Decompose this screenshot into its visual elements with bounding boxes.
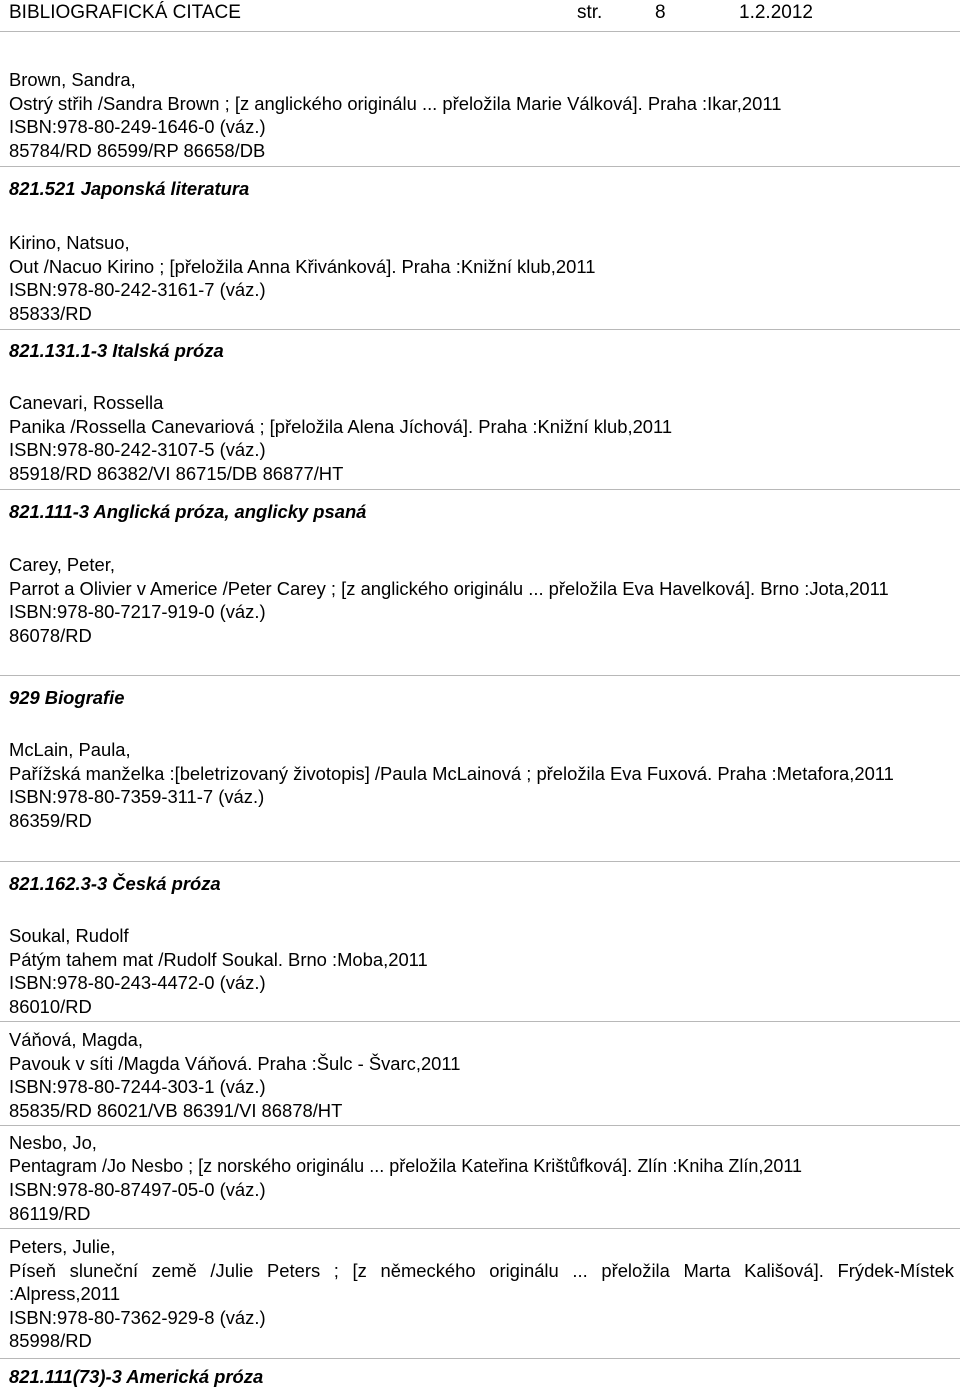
record-author: Váňová, Magda, [9,1029,143,1050]
record-author: Canevari, Rossella [9,392,164,413]
record-entry [9,1131,954,1225]
header-page-label: str. [577,2,603,23]
record-divider [0,1228,960,1229]
record-isbn: ISBN:978-80-7362-929-8 (váz.) [9,1306,266,1328]
record-codes: 86119/RD [9,1202,91,1224]
section-divider [0,329,960,330]
record-divider [0,1021,960,1022]
record-codes: 85998/RD [9,1330,92,1351]
record-isbn: ISBN:978-80-249-1646-0 (váz.) [9,116,266,137]
header-date: 1.2.2012 [739,2,813,23]
record-title: Píseň sluneční země /Julie Peters ; [z německého originálu ... přeložila Marta Kališová]. Frýdek-Místek :Alpress,2011 [9,1259,954,1304]
record-entry [9,924,954,1018]
section-divider [0,166,960,167]
record-title: Ostrý střih /Sandra Brown ; [z anglického originálu ... přeložila Marie Válková]. Praha :Ikar,2011 [9,92,782,114]
record-title: Panika /Rossella Canevariová ; [přeložila Alena Jíchová]. Praha :Knižní klub,2011 [9,415,673,437]
header-page-number: 8 [655,2,666,23]
record-divider [0,1125,960,1126]
record-entry [9,68,954,162]
record-title: Pátým tahem mat /Rudolf Soukal. Brno :Moba,2011 [9,948,428,970]
section-divider [0,489,960,490]
record-codes: 86010/RD [9,995,92,1017]
header-title: BIBLIOGRAFICKÁ CITACE [9,2,241,23]
record-entry [9,738,954,832]
record-isbn: ISBN:978-80-242-3107-5 (váz.) [9,439,266,460]
record-isbn: ISBN:978-80-7244-303-1 (váz.) [9,1076,266,1097]
record-author: Nesbo, Jo, [9,1132,97,1153]
record-title: Pavouk v síti /Magda Váňová. Praha :Šulc - Švarc,2011 [9,1052,461,1074]
record-title: Pařížská manželka :[beletrizovaný životopis] /Paula McLainová ; přeložila Eva Fuxová. Praha :Metafora,2011 [9,762,894,784]
record-codes: 85835/RD 86021/VB 86391/VI 86878/HT [9,1099,343,1121]
record-entry [9,1235,954,1353]
category-heading: 821.521 Japonská literatura [9,178,250,199]
section-divider [0,675,960,676]
record-entry [9,391,954,485]
header-divider [0,31,960,32]
section-divider [0,1358,960,1359]
record-codes: 86078/RD [9,624,92,646]
record-entry [9,553,954,647]
record-author: Kirino, Natsuo, [9,232,130,253]
record-author: Peters, Julie, [9,1236,116,1257]
record-title: Out /Nacuo Kirino ; [přeložila Anna Křivánková]. Praha :Knižní klub,2011 [9,255,596,277]
record-entry [9,231,954,325]
record-codes: 85784/RD 86599/RP 86658/DB [9,139,266,161]
category-heading: 821.111-3 Anglická próza, anglicky psaná [9,501,367,522]
record-isbn: ISBN:978-80-7359-311-7 (váz.) [9,786,265,807]
category-heading: 821.131.1-3 Italská próza [9,340,224,361]
record-isbn: ISBN:978-80-87497-05-0 (váz.) [9,1179,266,1200]
record-isbn: ISBN:978-80-242-3161-7 (váz.) [9,279,266,300]
record-codes: 85918/RD 86382/VI 86715/DB 86877/HT [9,462,344,484]
page-header [9,1,954,27]
record-entry [9,1028,954,1122]
record-isbn: ISBN:978-80-243-4472-0 (váz.) [9,972,266,993]
record-title: Parrot a Olivier v Americe /Peter Carey ; [z anglického originálu ... přeložila Eva Havelková]. Brno :Jota,2011 [9,577,889,599]
record-isbn: ISBN:978-80-7217-919-0 (váz.) [9,601,266,622]
record-codes: 85833/RD [9,302,92,324]
category-heading: 821.111(73)-3 Americká próza [9,1366,264,1387]
record-author: Carey, Peter, [9,554,115,575]
record-author: McLain, Paula, [9,739,131,760]
record-author: Brown, Sandra, [9,69,136,90]
section-divider [0,861,960,862]
record-title: Pentagram /Jo Nesbo ; [z norského originálu ... přeložila Kateřina Krištůfková]. Zlín :Kniha Zlín,2011 [9,1155,803,1176]
record-codes: 86359/RD [9,809,92,831]
record-author: Soukal, Rudolf [9,925,129,946]
category-heading: 929 Biografie [9,687,125,708]
category-heading: 821.162.3-3 Česká próza [9,873,221,894]
